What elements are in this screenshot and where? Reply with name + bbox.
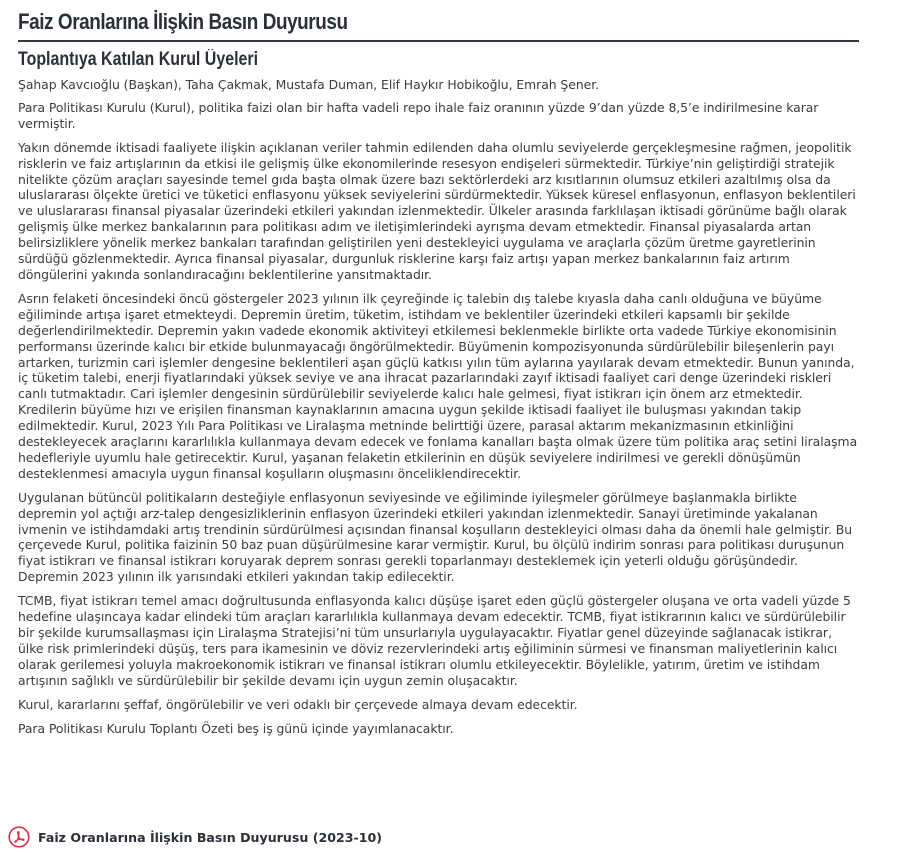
press-release xyxy=(18,8,859,744)
paragraph-global-outlook: Yakın dönemde iktisadi faaliyete ilişkin açıklanan veriler tahmin edilenden daha olumlu seviyelerde gerçekleşmesine rağmen, jeopolitik risklerin ve faiz artışlarının da etkisi ile gelişmiş ülke ekonomilerinde resesyon endişeleri sürmektedir. Türkiye’nin geliştirdiği stratejik nitelikte çözüm araçları sayesinde temel gıda başta olmak üzere bazı sektörlerdeki arz kısıtlarının olumsuz etkileri azaltılmış olsa da uluslararası ölçekte üretici ve tüketici enflasyonu yüksek seviyelerini sürdürmektedir. Yüksek küresel enflasyonun, enflasyon beklentileri ve uluslararası finansal piyasalar üzerindeki etkileri yakından izlenmektedir. Ülkeler arasında farklılaşan iktisadi görünüme bağlı olarak gelişmiş ülke merkez bankalarının para politikası adım ve iletişimlerindeki ayrışma devam etmektedir. Finansal piyasalarda artan belirsizliklere yönelik merkez bankaları tarafından geliştirilen yeni destekleyici uygulama ve araçlarla çözüm üretme gayretlerinin sürdüğü gözlenmektedir. Ayrıca finansal piyasalar, durgunluk risklerine karşı faiz artışı yapan merkez bankalarının faiz artırım döngülerini yakında sonlandıracağını beklentilerine yansıtmaktadır. xyxy=(18,139,856,282)
pdf-download-link[interactable] xyxy=(8,826,382,848)
paragraph-decision: Para Politikası Kurulu (Kurul), politika faizi olan bir hafta vadeli repo ihale faiz oranının yüzde 9’dan yüzde 8,5’e indirilmesine karar vermiştir. xyxy=(18,99,819,131)
pdf-link-label[interactable]: Faiz Oranlarına İlişkin Basın Duyurusu (2023-10) xyxy=(38,829,383,845)
paragraph-domestic-outlook: Asrın felaketi öncesindeki öncü göstergeler 2023 yılının ilk çeyreğinde iç talebin dış talebe kıyasla daha canlı olduğuna ve büyüme eğiliminde artışa işaret etmekteydi. Depremin üretim, tüketim, istihdam ve beklentiler üzerindeki etkileri kapsamlı bir şekilde değerlendirilmektedir. Depremin yakın vadede ekonomik aktiviteyi etkilemesi beklenmekle birlikte orta vadede Türkiye ekonomisinin performansı üzerinde kalıcı bir etkide bulunmayacağı öngörülmektedir. Büyümenin kompozisyonunda sürdürülebilir bileşenlerin payı artarken, turizmin cari işlemler dengesine beklentileri aşan güçlü katkısı yılın tüm aylarına yayılarak devam etmektedir. Bunun yanında, iç tüketim talebi, enerji fiyatlarındaki yüksek seviye ve ana ihracat pazarlarındaki zayıf iktisadi faaliyet cari denge üzerindeki riskleri canlı tutmaktadır. Cari işlemler dengesinin sürdürülebilir seviyelerde kalıcı hale gelmesi, fiyat istikrarı için önem arz etmektedir. Kredilerin büyüme hızı ve erişilen finansman kaynaklarının amacına uygun şekilde iktisadi faaliyet ile buluşması yakından takip edilmektedir. Kurul, 2023 Yılı Para Politikası ve Liralaşma metninde belirttiği üzere, parasal aktarım mekanizmasının etkinliğini destekleyecek araçlarını kararlılıkla kullanmaya devam edecek ve fonlama kanalları başta olmak üzere tüm politika araç setini liralaşma hedefleriyle uyumlu hale getirecektir. Kurul, yaşanan felaketin etkilerinin en düşük seviyelere indirilmesi ve gerekli dönüşümün desteklenmesi amacıyla uygun finansal koşulların oluşmasını önceliklendirecektir. xyxy=(18,290,858,481)
paragraph-summary-notice: Para Politikası Kurulu Toplantı Özeti beş iş günü içinde yayımlanacaktır. xyxy=(18,720,454,736)
paragraph-tcmb-commitment: TCMB, fiyat istikrarı temel amacı doğrultusunda enflasyonda kalıcı düşüşe işaret eden güçlü göstergeler oluşana ve orta vadeli yüzde 5 hedefine ulaşıncaya kadar elindeki tüm araçları kararlılıkla kullanmaya devam edecektir. TCMB, fiyat istikrarının kalıcı ve sürdürülebilir bir şekilde kurumsallaşması için Liralaşma Stratejisi’ni tüm unsurlarıyla uygulayacaktır. Fiyatlar genel düzeyinde sağlanacak istikrar, ülke risk primlerindeki düşüş, ters para ikamesinin ve döviz rezervlerindeki artış eğiliminin sürmesi ve finansman maliyetlerinin kalıcı olarak gerilemesi yoluyla makroekonomik istikrarı ve finansal istikrarı olumlu etkileyecektir. Böylelikle, yatırım, üretim ve istihdam artışının sağlıklı ve sürdürülebilir bir şekilde devamı için uygun zemin oluşacaktır. xyxy=(18,593,851,688)
pdf-icon xyxy=(8,826,30,848)
members-list: Şahap Kavcıoğlu (Başkan), Taha Çakmak, Mustafa Duman, Elif Haykır Hobikoğlu, Emrah Şener. xyxy=(18,77,599,92)
paragraph-inflation: Uygulanan bütüncül politikaların desteğiyle enflasyonun seviyesinde ve eğiliminde iyileşmeler görülmeye başlanmakla birlikte depremin yol açtığı arz-talep dengesizliklerinin enflasyon üzerindeki etkileri yakından izlenmektedir. Sanayi üretiminde yakalanan ivmenin ve istihdamdaki artış trendinin sürdürülmesi açısından finansal koşulların destekleyici olması daha da önemli hale gelmiştir. Bu çerçevede Kurul, politika faizinin 50 baz puan düşürülmesine karar vermiştir. Kurul, bu ölçülü indirim sonrası para politikası duruşunun fiyat istikrarı ve finansal istikrarı koruyarak deprem sonrası gerekli toparlanmayı desteklemek için yeterli olduğu görüşündedir. Depremin 2023 yılının ilk yarısındaki etkileri yakından takip edilecektir. xyxy=(18,489,852,585)
members-section-title: Toplantıya Katılan Kurul Üyeleri xyxy=(18,49,259,70)
paragraph-transparency: Kurul, kararlarını şeffaf, öngörülebilir ve veri odaklı bir çerçevede almaya devam edecektir. xyxy=(18,696,578,712)
page-title: Faiz Oranlarına İlişkin Basın Duyurusu xyxy=(18,9,348,34)
title-divider xyxy=(18,40,859,42)
